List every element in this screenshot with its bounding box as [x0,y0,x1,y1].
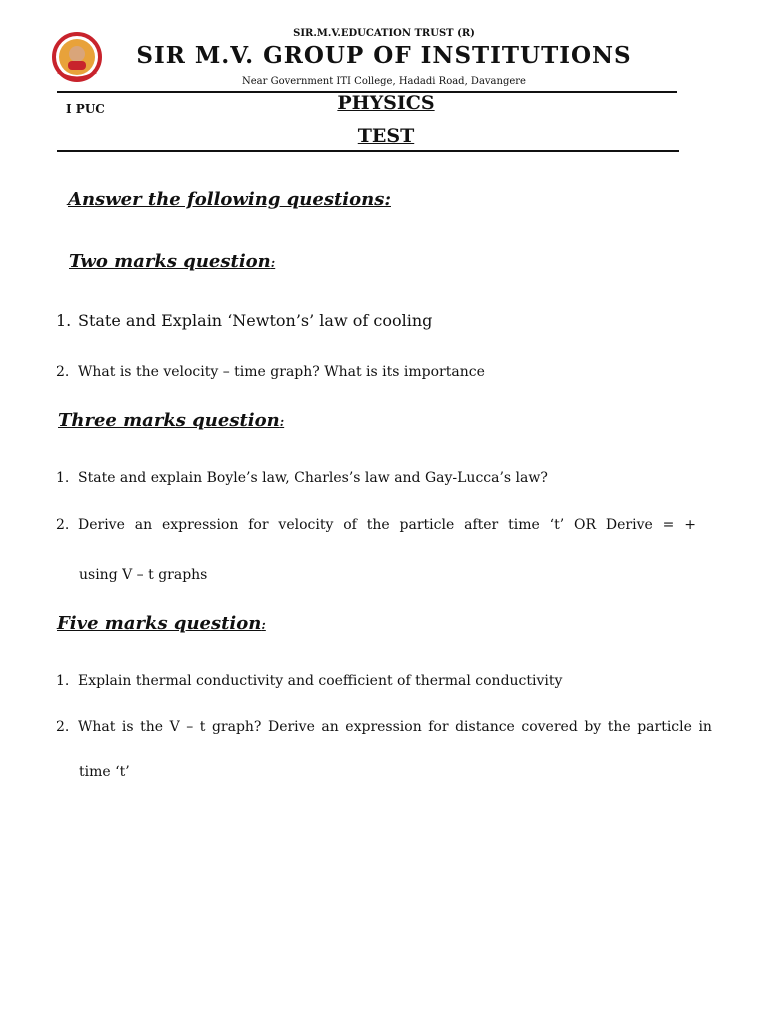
instructions-heading: Answer the following questions: [68,189,391,210]
institution-logo [52,32,102,82]
question-word: – [186,719,194,735]
question-word: of [343,517,357,533]
question-word: Derive [605,517,653,533]
question-number: 2. [56,517,70,533]
question-word: What [78,719,116,735]
question-word: particle [399,517,455,533]
question-item [56,719,712,735]
question-word: is [121,719,134,735]
question-text: What is the velocity – time graph? What is its importance [78,364,485,380]
question-item [56,673,562,689]
question-word: + [684,517,696,533]
question-word: particle [637,719,692,735]
question-word: time [508,517,540,533]
question-text: State and explain Boyle’s law, Charles’s law and Gay-Lucca’s law? [78,470,548,486]
question-word: graph? [211,719,262,735]
question-word: the [140,719,164,735]
question-number: 1. [56,673,70,689]
section-heading-three-marks [58,410,284,431]
institution-name: SIR M.V. GROUP OF INSTITUTIONS [136,42,632,69]
question-item [56,517,696,533]
question-word: in [698,719,712,735]
section-colon: : [261,618,266,632]
section-title: Five marks question [57,613,262,634]
section-colon: : [279,415,285,429]
section-heading-two-marks [69,251,275,272]
question-word: expression [345,719,422,735]
question-number: 1. [56,470,70,486]
trust-name: SIR.M.V.EDUCATION TRUST (R) [293,28,475,39]
question-word: V [169,719,180,735]
subject-title: PHYSICS [337,92,435,114]
question-word: distance [455,719,515,735]
question-number: 2. [56,364,70,380]
question-word: = [662,517,675,533]
question-word: Derive [267,719,315,735]
question-word: expression [161,517,239,533]
question-word: the [366,517,390,533]
question-word: for [248,517,269,533]
question-word: Derive [78,517,125,533]
question-word: velocity [278,517,334,533]
question-text-continued: time ‘t’ [79,764,130,780]
question-number: 1. [56,311,72,330]
question-text: Explain thermal conductivity and coefficient of thermal conductivity [78,673,563,689]
question-word: an [134,517,153,533]
section-title: Two marks question [69,251,271,272]
question-text-line [78,719,712,735]
test-title: TEST [357,125,415,147]
question-word: an [321,719,339,735]
question-word: for [428,719,449,735]
question-text: State and Explain ‘Newton’s’ law of cooling [78,311,433,330]
section-title: Three marks question [58,410,280,431]
question-text-line [78,517,696,533]
question-word: OR [574,517,597,533]
question-word: covered [521,719,578,735]
question-number: 2. [56,719,70,735]
question-word: after [464,517,499,533]
question-item [56,364,485,380]
class-label: I PUC [66,102,105,116]
question-word: the [607,719,631,735]
header-divider-bottom [57,150,679,152]
question-item [56,470,548,486]
question-word: t [199,719,206,735]
question-word: ‘t’ [549,517,565,533]
section-heading-five-marks [57,613,266,634]
institution-address: Near Government ITI College, Hadadi Road, Davangere [242,76,526,87]
section-colon: : [270,256,276,270]
question-item [56,311,432,330]
question-word: by [584,719,602,735]
question-text-continued: using V – t graphs [79,567,208,583]
